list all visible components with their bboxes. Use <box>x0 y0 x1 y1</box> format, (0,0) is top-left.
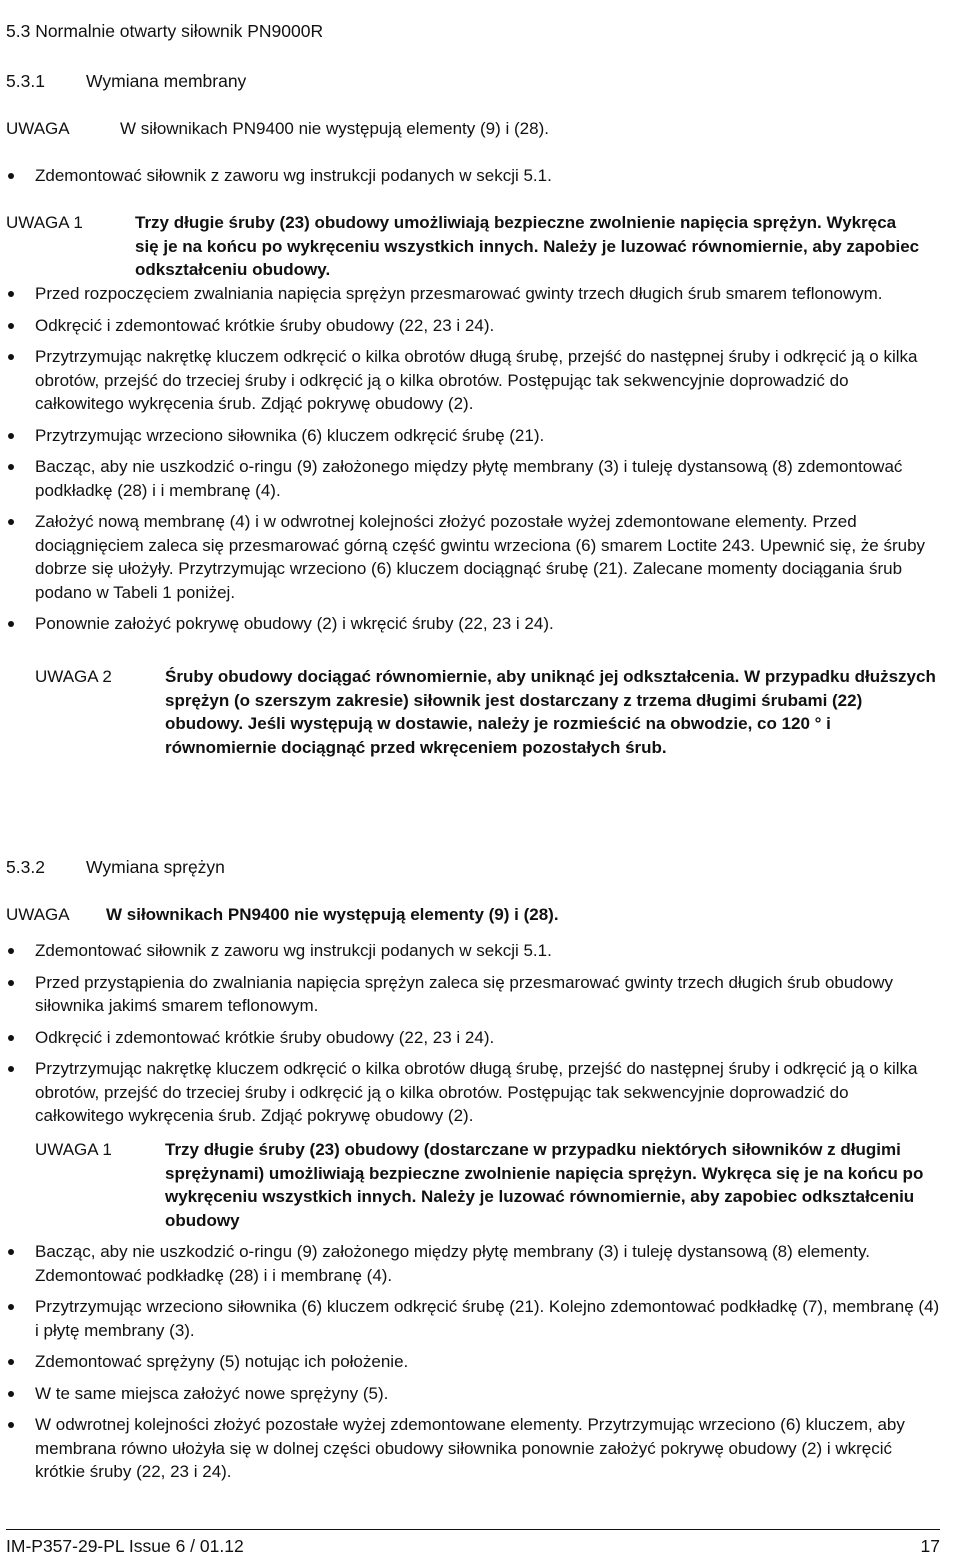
uwaga-label: UWAGA <box>6 119 70 138</box>
subsection-number: 5.3.2 <box>6 857 45 877</box>
bullet-list <box>0 164 942 188</box>
list-item: Zdemontować siłownik z zaworu wg instrukcji podanych w sekcji 5.1. <box>0 939 942 963</box>
note-text: Śruby obudowy dociągać równomiernie, aby uniknąć jej odkształcenia. W przypadku dłuższych sprężyn (o szerszym zakresie) siłownik jest dostarczany z trzema długimi śrubami (22) obudowy. Jeśli występują w dostawie, należy je rozmieścić na obwodzie, co 120 ° i równomiernie dociągnąć przed wkręceniem pozostałych śrub. <box>165 667 936 757</box>
list-item: Ponownie założyć pokrywę obudowy (2) i wkręcić śruby (22, 23 i 24). <box>0 612 942 636</box>
uwaga-label: UWAGA <box>6 905 70 924</box>
list-item: Zdemontować sprężyny (5) notując ich położenie. <box>0 1350 942 1374</box>
subsection-title: Wymiana membrany <box>86 71 247 91</box>
footer-rule <box>6 1529 940 1530</box>
list-item: Założyć nową membranę (4) i w odwrotnej kolejności złożyć pozostałe wyżej zdemontowane elementy. Przed dociągnięciem zaleca się przesmarować górną część gwintu wrzeciona (6) smarem Loctite 243. Upewnić się, że śruby dobrze się ułożyły. Przytrzymując wrzeciono (6) kluczem dociągnąć śrubę (21). Zalecane momenty dociągania śrub podano w Tabeli 1 poniżej. <box>0 510 942 604</box>
list-item: W odwrotnej kolejności złożyć pozostałe wyżej zdemontowane elementy. Przytrzymując wrzeciono (6) kluczem, aby membrana równo ułożyła się w dolnej części obudowy siłownika ponownie założyć pokrywę obudowy (2) i wkręcić krótkie śruby (22, 23 i 24). <box>0 1413 942 1484</box>
subsection-title: Wymiana sprężyn <box>86 857 225 877</box>
list-item: Bacząc, aby nie uszkodzić o-ringu (9) założonego między płytę membrany (3) i tuleję dystansową (8) zdemontować podkładkę (28) i i membranę (4). <box>0 455 942 502</box>
note-text: Trzy długie śruby (23) obudowy umożliwiają bezpieczne zwolnienie napięcia sprężyn. Wykręca się je na końcu po wykręceniu wszystkich innych. Należy je luzować równomiernie, aby zapobiec odkształceniu obudowy. <box>135 213 920 279</box>
list-item: Bacząc, aby nie uszkodzić o-ringu (9) założonego między płytę membrany (3) i tuleję dystansową (8) elementy. Zdemontować podkładkę (28) i i membranę (4). <box>0 1240 942 1287</box>
list-item: Odkręcić i zdemontować krótkie śruby obudowy (22, 23 i 24). <box>0 314 942 338</box>
list-item: W te same miejsca założyć nowe sprężyny (5). <box>0 1382 942 1406</box>
list-item: Przed przystąpienia do zwalniania napięcia sprężyn zaleca się przesmarować gwinty trzech długich śrub obudowy siłownika jakimś smarem teflonowym. <box>0 971 942 1018</box>
list-item: Odkręcić i zdemontować krótkie śruby obudowy (22, 23 i 24). <box>0 1026 942 1050</box>
note-text: Trzy długie śruby (23) obudowy (dostarczane w przypadku niektórych siłowników z długimi sprężynami) umożliwiają bezpieczne zwolnienie napięcia sprężyn. Wykręca się je na końcu po wykręceniu wszystkich innych. Należy je luzować równomiernie, aby zapobiec odkształceniu obudowy <box>165 1140 924 1230</box>
list-item: Przytrzymując nakrętkę kluczem odkręcić o kilka obrotów długą śrubę, przejść do następnej śruby i odkręcić ją o kilka obrotów, przejść do trzeciej śruby i odkręcić ją o kilka obrotów. Postępując tak sekwencyjnie doprowadzić do całkowitego wykręcenia śrub. Zdjąć pokrywę obudowy (2). <box>0 1057 942 1128</box>
list-item: Przytrzymując wrzeciono siłownika (6) kluczem odkręcić śrubę (21). Kolejno zdemontować podkładkę (7), membranę (4) i płytę membrany (3). <box>0 1295 942 1342</box>
list-item: Przed rozpoczęciem zwalniania napięcia sprężyn przesmarować gwinty trzech długich śrub smarem teflonowym. <box>0 282 942 306</box>
note-label: UWAGA 2 <box>35 667 112 686</box>
list-item: Przytrzymując wrzeciono siłownika (6) kluczem odkręcić śrubę (21). <box>0 424 942 448</box>
note-label: UWAGA 1 <box>35 1140 112 1159</box>
list-item: Zdemontować siłownik z zaworu wg instrukcji podanych w sekcji 5.1. <box>0 164 942 188</box>
subsection-number: 5.3.1 <box>6 71 45 91</box>
section-heading: 5.3 Normalnie otwarty siłownik PN9000R <box>6 21 324 41</box>
bullet-list <box>0 1240 942 1484</box>
uwaga-text: W siłownikach PN9400 nie występują elementy (9) i (28). <box>106 905 559 924</box>
document-code: IM-P357-29-PL Issue 6 / 01.12 <box>6 1536 244 1556</box>
uwaga-text: W siłownikach PN9400 nie występują elementy (9) i (28). <box>120 119 549 138</box>
page-footer <box>6 1535 940 1559</box>
bullet-list <box>0 939 942 1128</box>
note-label: UWAGA 1 <box>6 213 83 232</box>
list-item: Przytrzymując nakrętkę kluczem odkręcić o kilka obrotów długą śrubę, przejść do następnej śruby i odkręcić ją o kilka obrotów, przejść do trzeciej śruby i odkręcić ją o kilka obrotów. Postępując tak sekwencyjnie doprowadzić do całkowitego wykręcenia śrub. Zdjąć pokrywę obudowy (2). <box>0 345 942 416</box>
page-number: 17 <box>920 1536 940 1556</box>
bullet-list <box>0 282 942 636</box>
